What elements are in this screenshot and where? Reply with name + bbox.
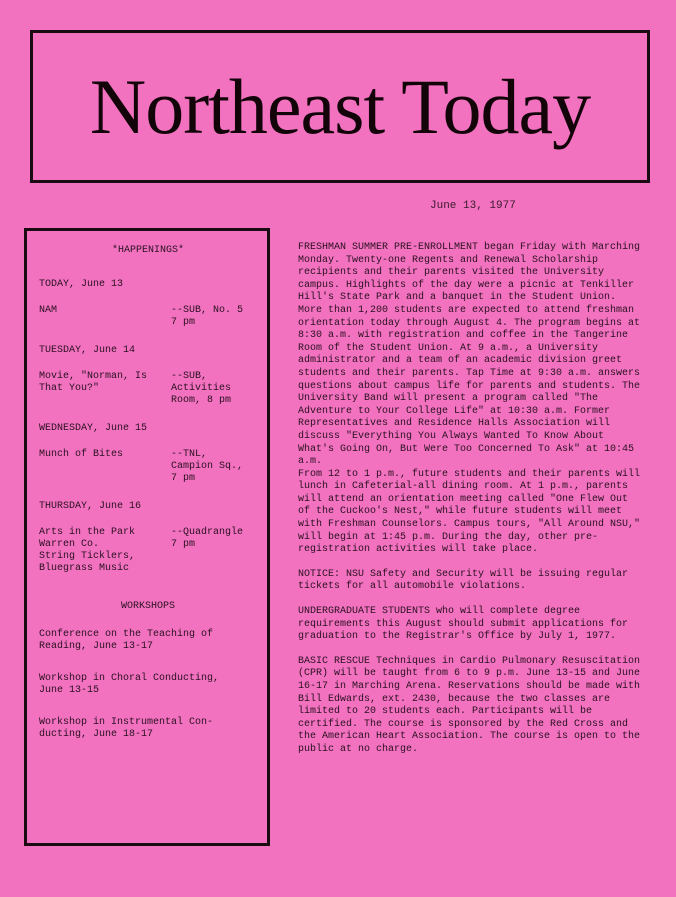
- day-label: TODAY, June 13: [39, 279, 124, 290]
- article-freshman-enrollment-cont: From 12 to 1 p.m., future students and their parents will lunch in Cafeterial-all dining room. At 1 p.m., parents will attend an orientation meeting called "One Flew Out of the Cuckoo's Nest," while future students will meet with Freshman Counselors. Campus tours, "All Around NSU," will begin at 1:45 p.m. During the day, other pre-registration activities will take place.: [298, 468, 641, 556]
- day-block: [39, 501, 257, 575]
- event-row: [39, 527, 257, 575]
- happenings-heading: *HAPPENINGS*: [111, 245, 184, 256]
- article-graduation: UNDERGRADUATE STUDENTS who will complete degree requirements this August should submit applications for graduation to the Registrar's Office by July 1, 1977.: [298, 606, 629, 643]
- event-row: [39, 305, 257, 329]
- event-row: [39, 449, 257, 485]
- main-column: [298, 242, 644, 769]
- issue-date: June 13, 1977: [430, 200, 516, 212]
- event-location: --SUB, No. 5 7 pm: [171, 305, 244, 328]
- event-name: Arts in the Park Warren Co. String Ticklers, Bluegrass Music: [39, 527, 136, 574]
- event-name: NAM: [39, 305, 58, 316]
- event-location: --TNL, Campion Sq., 7 pm: [171, 449, 244, 484]
- workshop-item: Workshop in Instrumental Con- ducting, June 18-17: [39, 717, 214, 740]
- day-block: [39, 279, 257, 329]
- event-location: --SUB, Activities Room, 8 pm: [171, 371, 232, 406]
- masthead-title: Northeast Today: [89, 62, 591, 150]
- event-name: Movie, "Norman, Is That You?": [39, 371, 148, 394]
- event-row: [39, 371, 257, 407]
- article-freshman-enrollment: FRESHMAN SUMMER PRE-ENROLLMENT began Friday with Marching Monday. Twenty-one Regents and Renewal Scholarship recipients and their parents visited the University campus. Highlights of the day were a picnic at Tenkiller Hill's State Park and a banquet in the Student Union. More than 1,200 students are expected to attend freshman orientation today through August 4. The program begins at 8:30 a.m. with registration and coffee in the Tangerine Room of the Student Union. At 9 a.m., a University administrator and a team of an academic division greet students and their parents. Tap Time at 9:30 a.m. answers questions about campus life for parents and students. The University Band will present a program called "The Adventure to Your College Life" at 10:30 a.m. Former Representatives and Residence Halls Association will discuss "Everything You Always Wanted To Know About What's Going On, But Were Too Concerned To Ask" at 10:45 a.m.: [298, 242, 641, 468]
- day-block: [39, 423, 257, 485]
- article-cpr: BASIC RESCUE Techniques in Cardio Pulmonary Resuscitation (CPR) will be taught from 6 to 9 p.m. June 13-15 and June 16-17 in Marching Arena. Reservations should be made with Bill Edwards, ext. 2430, because the two classes are limited to 20 students each. Participants will be certified. The course is sponsored by the Red Cross and the American Heart Association. The course is open to the public at no charge.: [298, 655, 641, 755]
- day-label: TUESDAY, June 14: [39, 345, 136, 356]
- happenings-sidebar: [24, 228, 270, 846]
- article-parking-notice: NOTICE: NSU Safety and Security will be issuing regular tickets for all automobile violations.: [298, 568, 629, 593]
- event-location: --Quadrangle 7 pm: [171, 527, 244, 550]
- masthead: [30, 30, 650, 183]
- workshop-item: Workshop in Choral Conducting, June 13-15: [39, 673, 220, 696]
- workshop-item: Conference on the Teaching of Reading, June 13-17: [39, 629, 214, 652]
- day-label: WEDNESDAY, June 15: [39, 423, 148, 434]
- workshops-heading: WORKSHOPS: [120, 601, 175, 612]
- event-name: Munch of Bites: [39, 449, 124, 460]
- day-label: THURSDAY, June 16: [39, 501, 142, 512]
- day-block: [39, 345, 257, 407]
